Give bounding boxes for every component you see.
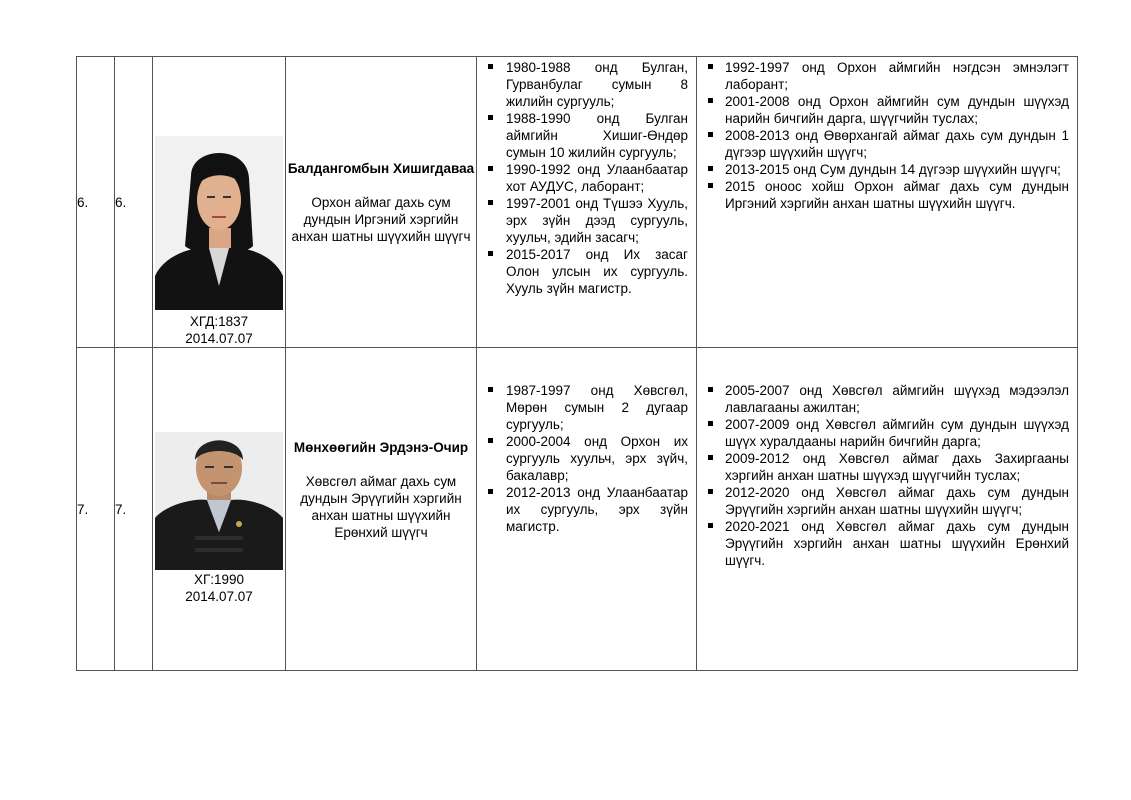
registration-date: 2014.07.07 xyxy=(185,589,253,604)
career-cell xyxy=(697,348,1078,671)
education-list xyxy=(477,382,696,535)
row-number-secondary: 7. xyxy=(115,348,153,671)
career-list xyxy=(697,382,1077,569)
list-item: 2007-2009 онд Хөвсгөл аймгийн сум дундын шүүхэд шүүх хуралдааны нарийн бичгийн дарга; xyxy=(707,416,1069,450)
list-item: 2015 оноос хойш Орхон аймаг дахь сум дундын Иргэний хэргийн анхан шатны шүүхийн шүүгч. xyxy=(707,178,1069,212)
list-item: 1988-1990 онд Булган аймгийн Хишиг-Өндөр сумын 10 жилийн сургууль; xyxy=(487,110,688,161)
list-item: 2013-2015 онд Сум дундын 14 дүгээр шүүхийн шүүгч; xyxy=(707,161,1069,178)
person-position: Орхон аймаг дахь сум дундын Иргэний хэргийн анхан шатны шүүхийн шүүгч xyxy=(291,194,471,244)
name-cell xyxy=(286,57,477,348)
portrait-female-image xyxy=(155,136,283,310)
registration-date: 2014.07.07 xyxy=(185,331,253,346)
list-item: 1990-1992 онд Улаанбаатар хот АУДУС, лаборант; xyxy=(487,161,688,195)
portrait-photo xyxy=(155,432,283,570)
portrait-male-image xyxy=(155,432,283,570)
photo-cell xyxy=(153,57,286,348)
registration-code: ХГ:1990 xyxy=(193,572,245,587)
list-item: 2020-2021 онд Хөвсгөл аймаг дахь сум дундын Эрүүгийн хэргийн анхан шатны шүүхийн Ерөнхий шүүгч. xyxy=(707,518,1069,569)
list-item: 2015-2017 онд Их засаг Олон улсын их сургууль. Хууль зүйн магистр. xyxy=(487,246,688,297)
person-position: Хөвсгөл аймаг дахь сум дундын Эрүүгийн хэргийн анхан шатны шүүхийн Ерөнхий шүүгч xyxy=(300,474,462,540)
photo-cell xyxy=(153,348,286,671)
list-item: 2001-2008 онд Орхон аймгийн сум дундын шүүхэд нарийн бичгийн дарга, шүүгчийн туслах; xyxy=(707,93,1069,127)
registration-code: ХГД:1837 xyxy=(189,314,249,329)
table-row xyxy=(77,57,1078,348)
person-name: Мөнхөөгийн Эрдэнэ-Очир xyxy=(293,440,469,455)
list-item: 1992-1997 онд Орхон аймгийн нэгдсэн эмнэлэгт лаборант; xyxy=(707,59,1069,93)
education-cell xyxy=(477,57,697,348)
portrait-photo xyxy=(155,136,283,310)
judges-table xyxy=(76,56,1078,671)
list-item: 1997-2001 онд Түшээ Хууль, эрх зүйн дээд сургууль, хуульч, эдийн засагч; xyxy=(487,195,688,246)
list-item: 1987-1997 онд Хөвсгөл, Мөрөн сумын 2 дугаар сургууль; xyxy=(487,382,688,433)
list-item: 2008-2013 онд Өвөрхангай аймаг дахь сум дундын 1 дүгээр шүүхийн шүүгч; xyxy=(707,127,1069,161)
table-row xyxy=(77,348,1078,671)
career-list xyxy=(697,59,1077,212)
list-item: 2000-2004 онд Орхон их сургууль хуульч, эрх зүйч, бакалавр; xyxy=(487,433,688,484)
row-number-secondary: 6. xyxy=(115,57,153,348)
list-item: 2012-2013 онд Улаанбаатар их сургууль, эрх зүйн магистр. xyxy=(487,484,688,535)
row-number: 7. xyxy=(77,348,115,671)
list-item: 2005-2007 онд Хөвсгөл аймгийн шүүхэд мэдээлэл лавлагааны ажилтан; xyxy=(707,382,1069,416)
name-cell xyxy=(286,348,477,671)
education-list xyxy=(477,59,696,297)
person-name: Балдангомбын Хишигдаваа xyxy=(287,160,475,176)
list-item: 1980-1988 онд Булган, Гурванбулаг сумын 8 жилийн сургууль; xyxy=(487,59,688,110)
list-item: 2009-2012 онд Хөвсгөл аймаг дахь Захиргааны хэргийн анхан шатны шүүхэд шүүгчийн туслах; xyxy=(707,450,1069,484)
row-number: 6. xyxy=(77,57,115,348)
education-cell xyxy=(477,348,697,671)
career-cell xyxy=(697,57,1078,348)
list-item: 2012-2020 онд Хөвсгөл аймаг дахь сум дундын Эрүүгийн хэргийн анхан шатны шүүхийн шүүгч; xyxy=(707,484,1069,518)
